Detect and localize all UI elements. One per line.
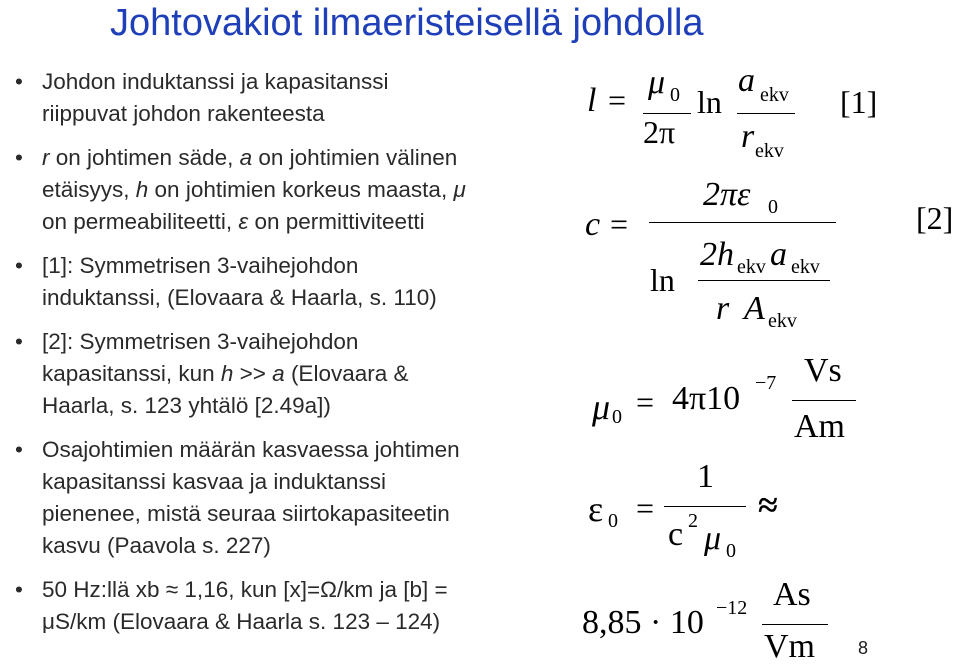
text-span: on johtimen säde, [49,145,240,170]
var-mu: μ [453,177,466,202]
eq5-fraction-bar [762,624,828,625]
eq1-ln: ln [697,84,722,120]
page-number: 8 [858,638,869,658]
eq3-mu: μ [592,387,611,427]
eq5-value: 8,85 · 10 [582,604,704,641]
bullet-dot: • [15,253,23,278]
bullet-item [12,250,572,314]
text-span: 50 Hz:llä xb [42,577,166,602]
bullet-text: pienenee, mistä seuraa siirtokapasiteetin [42,501,450,526]
eq3-numerator: Vs [804,352,842,389]
bullet-text: [1]: Symmetrisen 3-vaihejohdon [42,253,359,278]
bullet-item [12,66,572,130]
bullet-dot: • [15,69,23,94]
bullet-item [12,574,572,638]
eq2-reference: [2] [916,200,954,236]
eq2-h-sub: ekv [737,256,766,278]
eq4-mu-sub: 0 [726,540,736,562]
eq2-lhs: c [585,206,601,243]
eq1-mu-sub: 0 [670,84,680,106]
bullet-text: Haarla, s. 123 yhtälö [2.49a]) [42,393,331,418]
slide-title: Johtovakiot ilmaeristeisellä johdolla [110,2,704,44]
bullet-text: Osajohtimien määrän kasvaessa johtimen [42,437,460,462]
mu-symbol: μ [42,609,55,634]
eq2-fraction-bar [649,222,836,223]
eq4-eps-sub: 0 [608,510,618,532]
bullet-list [12,66,572,650]
text-span: on johtimien korkeus maasta, [148,177,454,202]
eq2-A: A [744,290,765,327]
bullet-text [42,358,572,390]
eq2-A-sub: ekv [768,310,797,332]
var-a: a [272,361,285,386]
bullet-text [42,174,572,206]
eq1-a-sub: ekv [760,84,789,106]
bullet-text [42,206,572,238]
eq2-equals: = [610,206,629,242]
eq5-exponent: −12 [716,597,748,619]
eq1-r-sub: ekv [755,140,784,162]
eq1-lhs: l [587,82,597,119]
text-span: etäisyys, [42,177,136,202]
bullet-dot: • [15,145,23,170]
eq4-approx: ≈ [758,485,778,525]
bullet-item [12,142,572,238]
eq3-value: 4π10 [672,380,741,417]
approx-symbol: ≈ [165,577,179,602]
text-span: on permeabiliteetti, [42,209,239,234]
eq2-inner-fraction-bar [698,280,830,281]
bullet-text: induktanssi, (Elovaara & Haarla, s. 110) [42,285,437,310]
eq5-numerator: As [773,576,811,613]
eq4-fraction-bar [664,506,746,507]
eq4-numerator: 1 [697,458,714,495]
eq2-ln: ln [650,262,675,298]
text-span: 1,16, kun [x]=Ω/km ja [b] = [178,577,448,602]
var-h: h [220,361,234,386]
bullet-text: Johdon induktanssi ja kapasitanssi [42,69,389,94]
bullet-text: kapasitanssi kasvaa ja induktanssi [42,469,386,494]
text-span: on permittiviteetti [248,209,425,234]
bullet-dot: • [15,437,23,462]
eq3-denominator: Am [794,408,845,445]
var-r: r [42,145,50,170]
eq1-denominator: 2π [643,114,676,150]
eq1-equals: = [608,82,627,118]
eq4-equals: = [636,490,655,526]
eq3-fraction-bar [792,400,856,401]
bullet-text: riippuvat johdon rakenteesta [42,101,325,126]
eq2-r: r [716,290,730,327]
bullet-item [12,434,572,562]
eq4-eps: ε [588,489,604,529]
bullet-item [12,326,572,422]
text-span: >> [233,361,273,386]
text-span: on johtimien välinen [252,145,458,170]
eq2-a: a [770,236,787,273]
eq1-reference: [1] [840,84,878,120]
bullet-text [42,574,572,606]
eq2-numerator: 2πε [703,176,751,213]
var-h: h [135,177,149,202]
bullet-dot: • [15,577,23,602]
bullet-text: kasvu (Paavola s. 227) [42,533,271,558]
eq3-mu-sub: 0 [612,406,622,428]
text-span: S/km (Elovaara & Haarla s. 123 – 124) [54,609,441,634]
text-span: (Elovaara & [284,361,409,386]
eq4-mu: μ [704,520,722,557]
eq3-exponent: −7 [755,372,777,394]
eq2-a-sub: ekv [791,256,820,278]
eq2-num-sub: 0 [768,196,778,218]
eq5-denominator: Vm [764,628,815,665]
bullet-text [42,606,572,638]
bullet-text [42,142,572,174]
eq1-a: a [738,62,755,99]
eq1-r: r [741,118,755,155]
eq4-c-sup: 2 [688,510,698,532]
eq2-h: 2h [700,236,734,273]
bullet-dot: • [15,329,23,354]
var-a: a [239,145,253,170]
eq1-fraction-bar-2 [737,113,795,114]
eq1-mu: μ [648,64,666,101]
eq4-c: c [668,516,684,553]
var-eps: ε [238,209,249,234]
eq3-equals: = [636,384,655,420]
bullet-text: [2]: Symmetrisen 3-vaihejohdon [42,329,359,354]
text-span: kapasitanssi, kun [42,361,221,386]
